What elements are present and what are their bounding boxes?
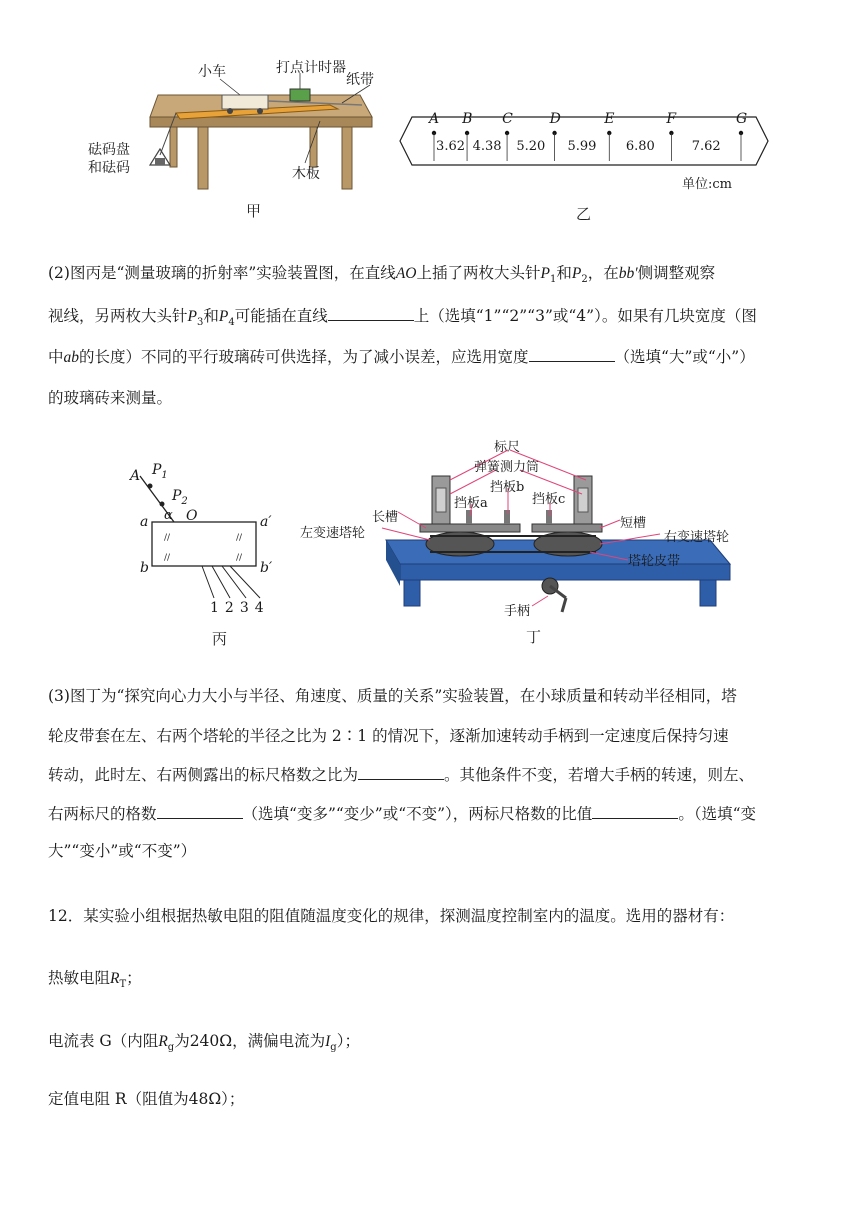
figure-jia	[80, 55, 380, 225]
tape-segment-6: 7.62	[691, 139, 721, 154]
bing-label-alpha: α	[164, 508, 173, 523]
svg-text://: //	[164, 533, 171, 543]
tape-point-E: E	[604, 111, 615, 127]
label-weights	[88, 141, 130, 177]
ding-label-short-slot: 短槽	[620, 516, 647, 531]
caption-jia: 甲	[246, 202, 262, 220]
track-apparatus-drawing	[80, 55, 380, 225]
bing-label-o: O	[186, 508, 198, 524]
bing-label-b-prime: b′	[260, 560, 273, 576]
ding-label-ruler: 标尺	[494, 440, 521, 455]
answer-blank-width[interactable]	[529, 347, 615, 362]
tape-unit: 单位:cm	[682, 177, 732, 192]
ding-label-baffle-c: 挡板c	[532, 492, 566, 507]
label-board: 木板	[292, 166, 320, 182]
bing-line-3: 3	[239, 600, 255, 616]
tape-segment-2: 4.38	[472, 139, 502, 154]
q2-line4: 的玻璃砖来测量。	[48, 389, 173, 407]
tape-segment-3: 5.20	[516, 139, 546, 154]
ding-label-belt: 塔轮皮带	[628, 554, 681, 569]
bing-line-4: 4	[254, 600, 270, 616]
label-cart: 小车	[198, 64, 226, 80]
bing-label-a-prime: a′	[260, 514, 272, 530]
svg-text://: //	[164, 553, 171, 563]
bing-line-1: 1	[210, 600, 225, 616]
ding-label-baffle-b: 挡板b	[490, 480, 525, 495]
q3-line1: (3)图丁为“探究向心力大小与半径、角速度、质量的关系”实验装置，在小球质量和转动半径相同，塔	[48, 687, 737, 705]
caption-yi: 乙	[576, 205, 592, 223]
label-tape: 纸带	[346, 72, 374, 88]
q12-item1: 热敏电阻$R_T$；	[48, 969, 142, 991]
q3-line4: 右两标尺的格数 （选填“变多”“变少”或“不变”），两标尺格数的比值 。（选填“变	[48, 805, 756, 823]
tape-point-B: B	[462, 111, 473, 127]
answer-blank-ratio-change[interactable]	[592, 804, 678, 819]
bing-label-p1: $P_1$	[152, 462, 168, 481]
q2-line2: 视线，另两枚大头针$P_3$和$P_4$可能插在直线 上（选填“1”“2”“3”或“4”）。如果有几块宽度（图	[48, 307, 757, 329]
bing-label-a: a	[140, 514, 149, 530]
svg-text://: //	[236, 533, 243, 543]
q12-item2: 电流表 G（内阻$R_g$为240Ω，满偏电流为$I_g$）；	[48, 1032, 360, 1054]
caption-ding: 丁	[526, 628, 542, 646]
bing-label-a-point: A	[130, 468, 141, 484]
tape-segment-1: 3.62	[436, 139, 465, 154]
ding-label-spring: 弹簧测力筒	[474, 460, 540, 475]
q2-line1: (2)图丙是“测量玻璃的折射率”实验装置图，在直线AO上插了两枚大头针$P_1$和$P_2$，在bb′侧调整观察	[48, 264, 716, 286]
ding-label-right-wheel: 右变速塔轮	[664, 530, 730, 545]
bing-line-labels	[210, 600, 270, 616]
ding-label-handle: 手柄	[504, 604, 531, 619]
tape-point-D: D	[549, 111, 561, 127]
label-timer: 打点计时器	[276, 60, 346, 76]
tape-point-G: G	[736, 111, 748, 127]
tape-segment-5: 6.80	[625, 139, 655, 154]
svg-text://: //	[236, 553, 243, 563]
answer-blank-ratio[interactable]	[358, 765, 444, 780]
caption-bing: 丙	[212, 630, 228, 648]
ding-label-long-slot: 长槽	[372, 510, 399, 525]
ding-label-left-wheel: 左变速塔轮	[300, 526, 366, 541]
q3-line3: 转动，此时左、右两侧露出的标尺格数之比为 。其他条件不变，若增大手柄的转速，则左、	[48, 766, 755, 784]
answer-blank-line[interactable]	[328, 306, 414, 321]
tape-segment-4: 5.99	[567, 139, 597, 154]
bing-label-p2: $P_2$	[172, 488, 188, 507]
bing-line-2: 2	[224, 600, 240, 616]
figure-yi	[396, 105, 776, 195]
tape-point-A: A	[429, 111, 440, 127]
q3-line2: 轮皮带套在左、右两个塔轮的半径之比为 2∶1 的情况下，逐渐加速转动手柄到一定速度后保持匀速	[48, 727, 729, 745]
figure-bing	[128, 462, 288, 646]
tape-point-F: F	[666, 111, 677, 127]
q12-intro: 12．某实验小组根据热敏电阻的阻值随温度变化的规律，探测温度控制室内的温度。选用的器材有：	[48, 907, 735, 925]
figure-ding	[300, 436, 750, 646]
q2-line3: 中ab的长度）不同的平行玻璃砖可供选择，为了减小误差，应选用宽度 （选填“大”或“小”）	[48, 348, 755, 366]
bing-label-b: b	[140, 560, 149, 576]
label-weights-line2: 和砝码	[88, 160, 130, 176]
answer-blank-count[interactable]	[157, 804, 243, 819]
q12-item3: 定值电阻 R（阻值为48Ω）；	[48, 1090, 245, 1108]
ding-label-baffle-a: 挡板a	[454, 496, 488, 511]
q3-line5: 大”“变小”或“不变”）	[48, 842, 197, 860]
tape-point-C: C	[502, 111, 513, 127]
glass-slab-drawing	[128, 466, 288, 616]
label-weights-line1: 砝码盘	[88, 142, 130, 158]
